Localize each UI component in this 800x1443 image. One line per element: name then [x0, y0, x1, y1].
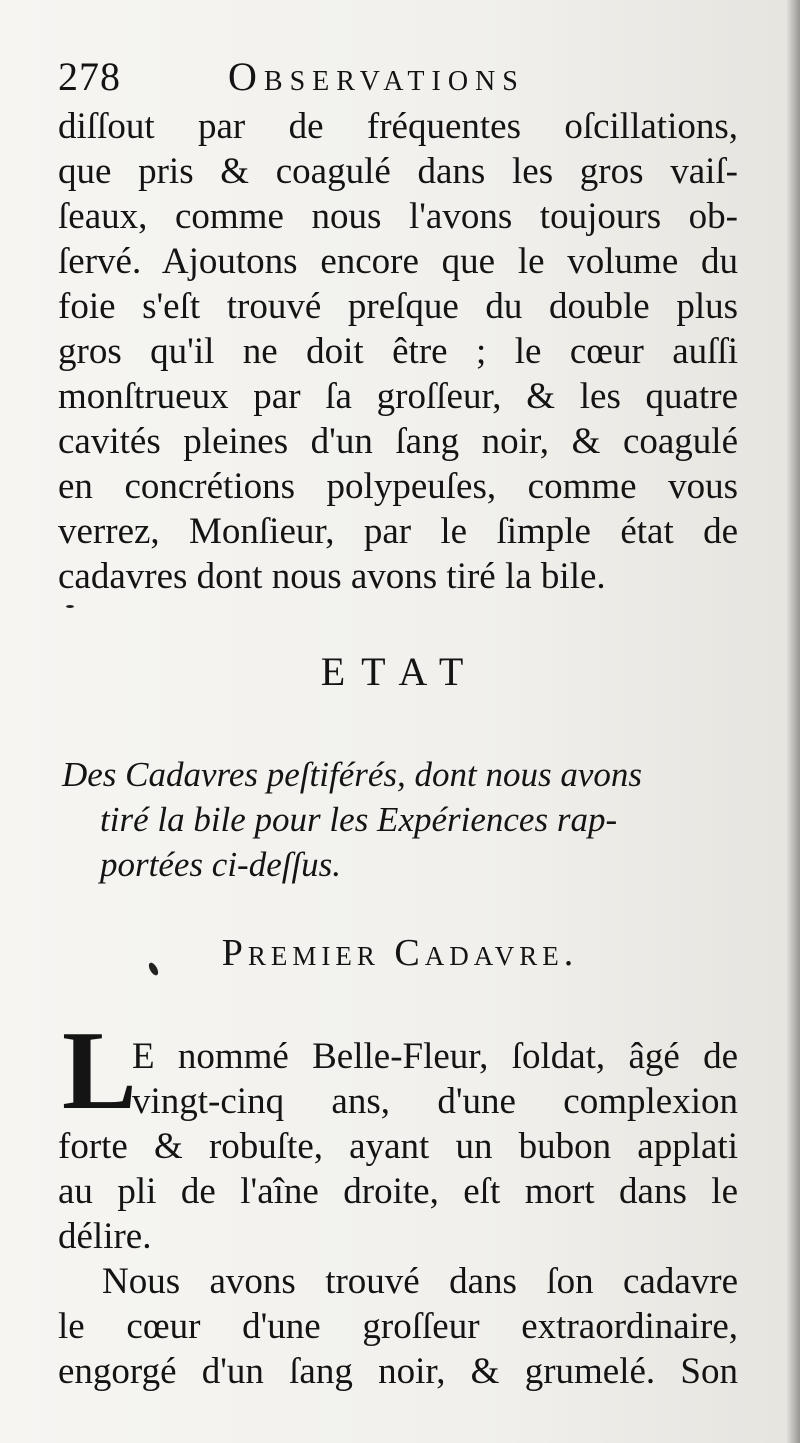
subtitle-line: Des Cadavres peſtiférés, dont nous avons: [62, 755, 643, 794]
text-line: délire.: [58, 1216, 152, 1257]
text-line: verrez, Monſieur, par le ſimple état de: [58, 511, 738, 552]
section-subtitle: [62, 752, 738, 887]
text-line: forte & robuſte, ayant un bubon applati: [58, 1126, 738, 1167]
subtitle-line: tiré la bile pour les Expériences rap-: [100, 800, 618, 839]
text-line: en concrétions polypeuſes, comme vous: [58, 466, 738, 507]
text-line: au pli de l'aîne droite, eſt mort dans le: [58, 1171, 738, 1212]
text-line: E nommé Belle-Fleur, ſoldat, âgé de: [132, 1036, 738, 1077]
text-line: gros qu'il ne doit être ; le cœur auſſi: [58, 331, 738, 372]
running-title: Observations: [228, 54, 525, 99]
drop-cap: L: [62, 1009, 137, 1133]
text-line: ſeaux, comme nous l'avons toujours ob-: [58, 196, 738, 237]
text-line: Nous avons trouvé dans ſon cadavre: [102, 1261, 738, 1302]
section-heading: ETAT: [320, 649, 480, 694]
text-line: vingt-cinq ans, d'une complexion: [132, 1081, 738, 1122]
text-line: diſſout par de fréquentes oſcillations,: [58, 106, 738, 147]
text-line: que pris & coagulé dans les gros vaiſ-: [58, 151, 738, 192]
text-line: monſtrueux par ſa groſſeur, & les quatre: [58, 376, 738, 417]
page-header: [58, 52, 748, 102]
subtitle-line: portées ci-deſſus.: [100, 845, 342, 884]
page-edge-shadow: [786, 0, 800, 1443]
continued-paragraph: [58, 104, 738, 599]
text-line: le cœur d'une groſſeur extraordinaire,: [58, 1306, 738, 1347]
ink-speck: [66, 605, 74, 608]
page-number: 278: [58, 54, 121, 99]
text-line: ſervé. Ajoutons encore que le volume du: [58, 241, 738, 282]
text-line: cadavres dont nous avons tiré la bile.: [58, 556, 606, 597]
text-line: engorgé d'un ſang noir, & grumelé. Son: [58, 1351, 738, 1392]
text-line: foie s'eſt trouvé preſque du double plus: [58, 286, 738, 327]
case-heading: Premier Cadavre.: [221, 932, 579, 974]
case-paragraphs: [58, 1034, 738, 1394]
text-line: cavités pleines d'un ſang noir, & coagulé: [58, 421, 738, 462]
